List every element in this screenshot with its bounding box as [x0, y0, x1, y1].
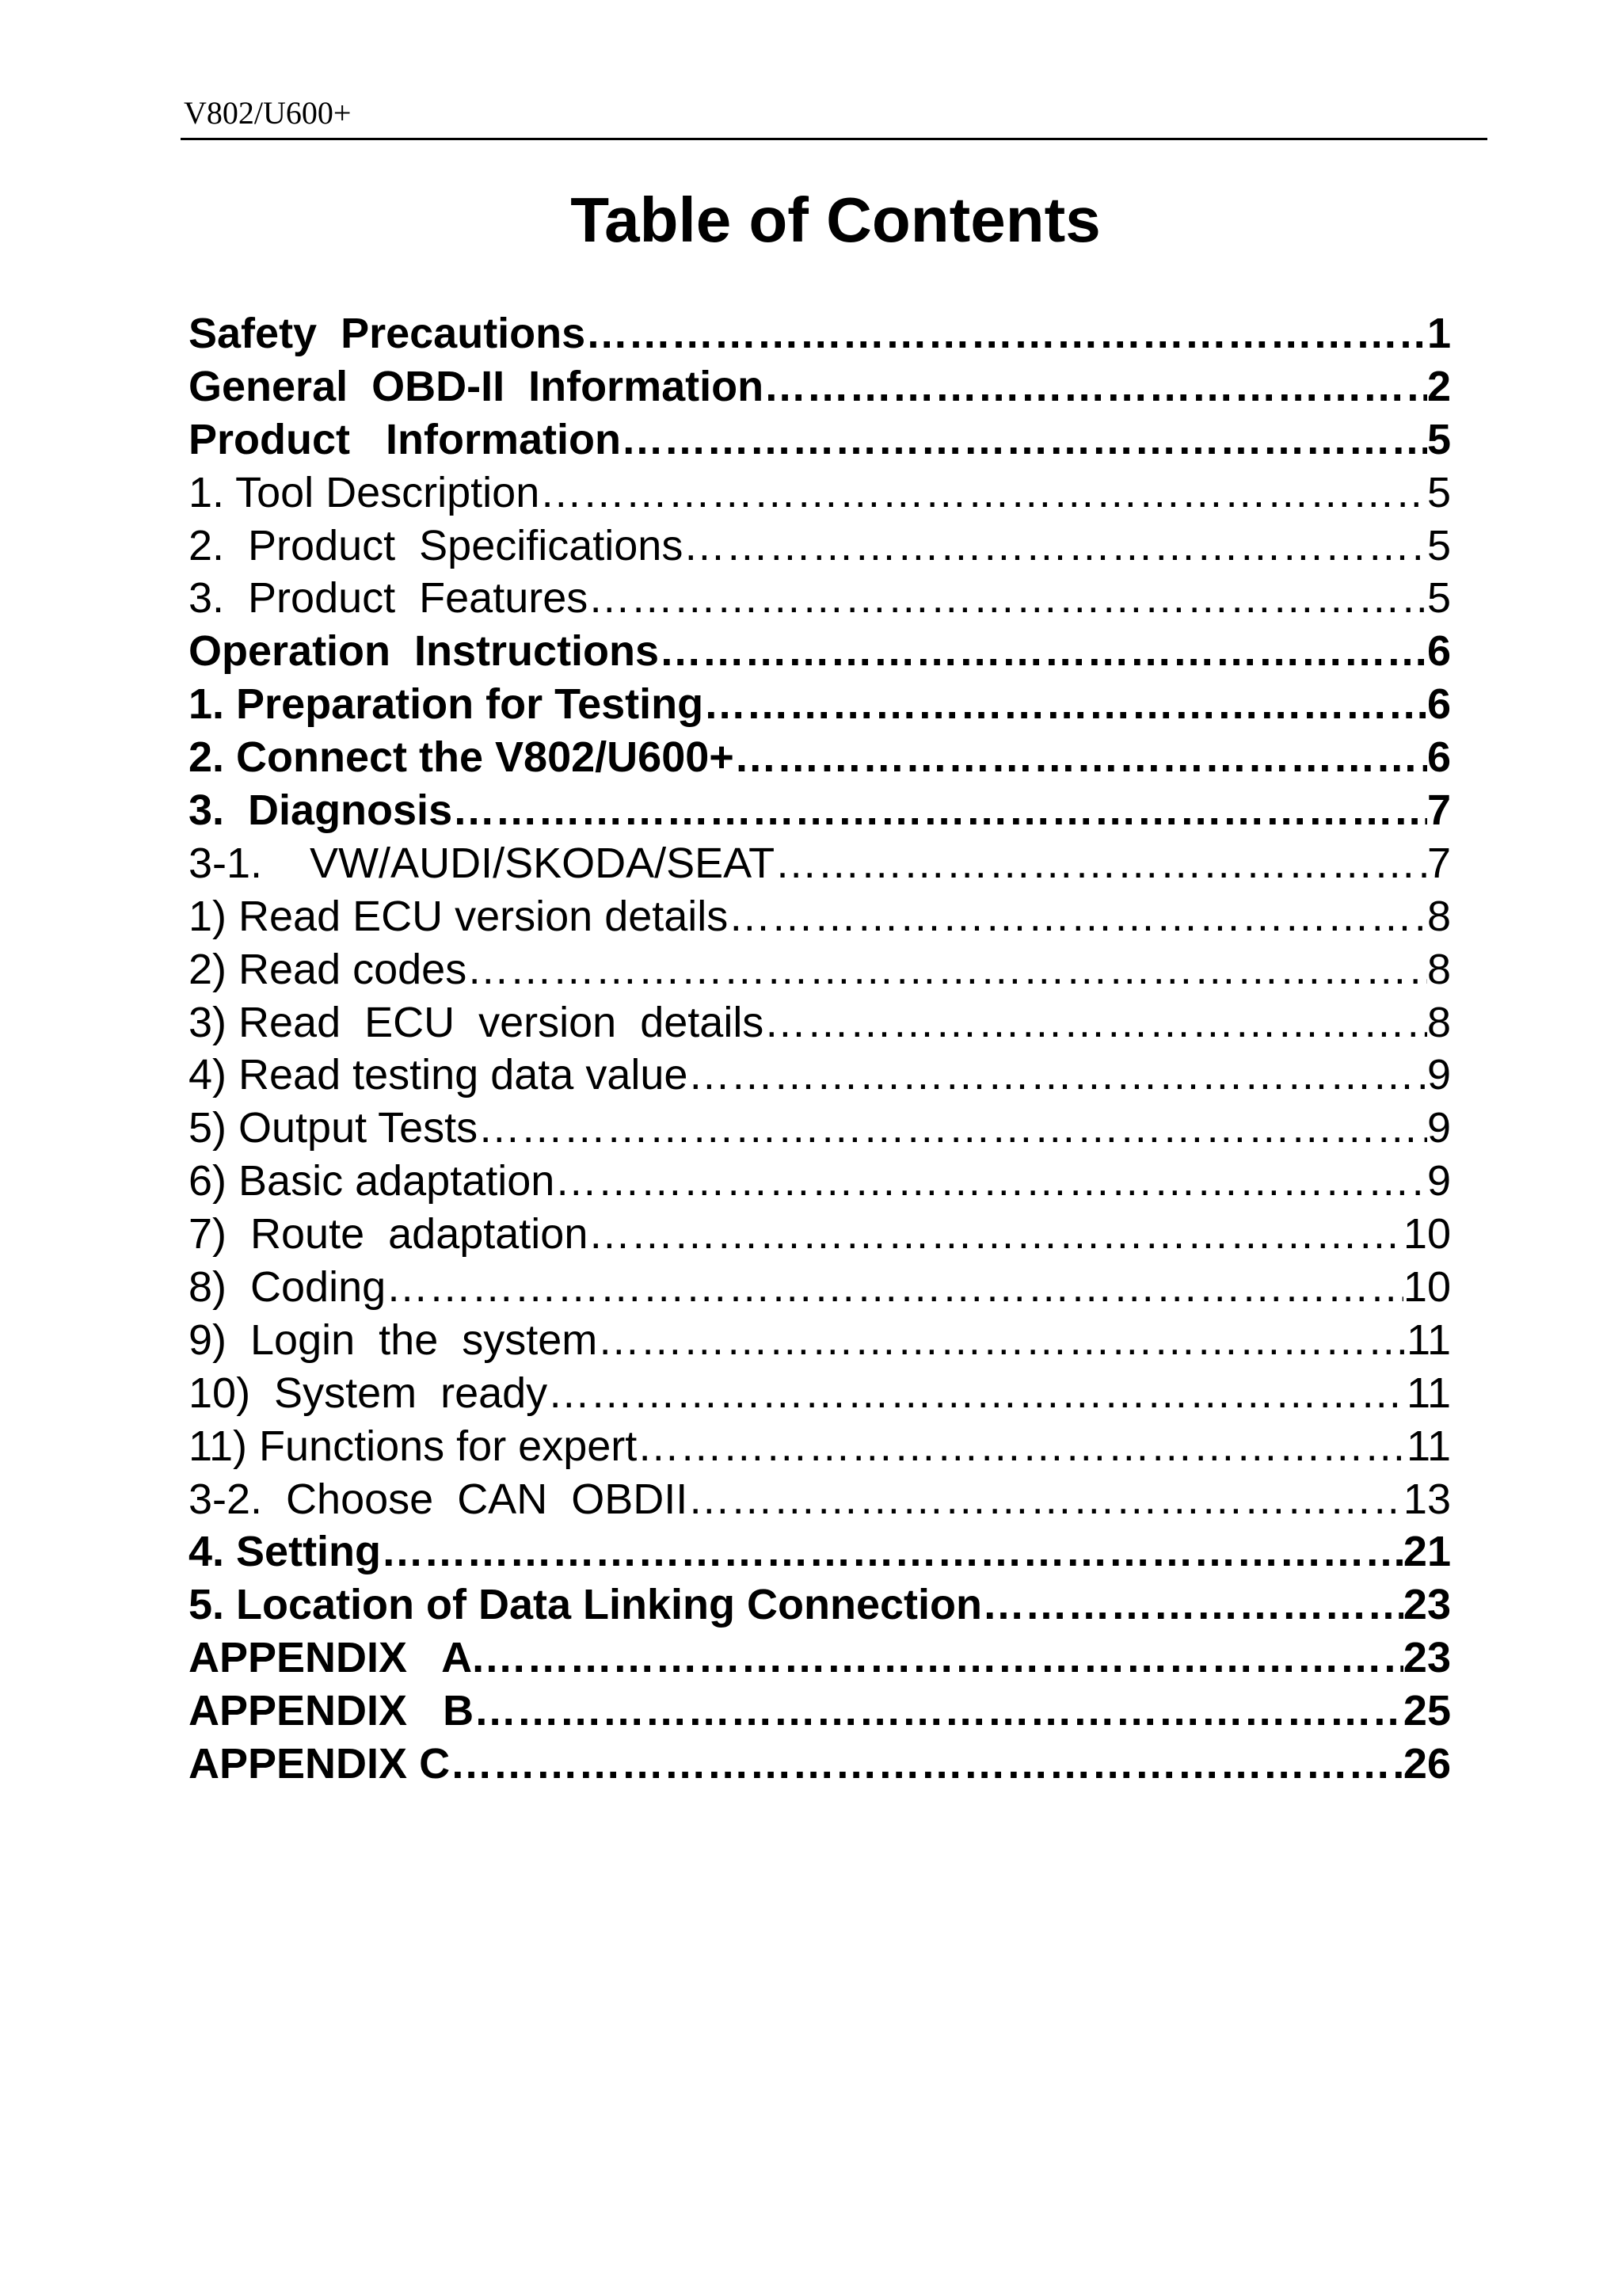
- toc-entry-label: 6) Basic adaptation: [188, 1157, 555, 1205]
- toc-dot-leader: [588, 572, 1427, 624]
- toc-entry-label: General OBD-II Information: [188, 362, 764, 410]
- toc-entry: [188, 1473, 1451, 1526]
- toc-entry: [188, 413, 1451, 466]
- toc-entry: [188, 625, 1451, 678]
- toc-entry: [188, 1685, 1451, 1738]
- toc-entry-page-number: 10: [1403, 1210, 1451, 1258]
- toc-entry: [188, 1525, 1451, 1578]
- toc-entry-page-number: 2: [1426, 362, 1451, 410]
- toc-entry-label: 9) Login the system: [188, 1316, 598, 1364]
- toc-dot-leader: [585, 307, 1427, 360]
- toc-dot-leader: [554, 1155, 1427, 1207]
- toc-entry: [188, 784, 1451, 837]
- toc-dot-leader: [484, 1632, 1403, 1684]
- toc-entry: [188, 1049, 1451, 1102]
- toc-entry-label: 11) Functions for expert: [188, 1422, 638, 1470]
- toc-entry: [188, 890, 1451, 943]
- toc-entry-page-number: 21: [1403, 1528, 1451, 1576]
- toc-dot-leader: [386, 1261, 1403, 1313]
- toc-entry-label: 5. Location of Data Linking Connection: [188, 1581, 983, 1629]
- toc-dot-leader: [452, 784, 1427, 836]
- toc-entry: [188, 520, 1451, 573]
- toc-entry-page-number: 8: [1426, 892, 1451, 940]
- toc-entry-page-number: 9: [1426, 1157, 1451, 1205]
- toc-entry-label: Operation Instructions: [188, 627, 660, 676]
- header-rule: [181, 138, 1487, 140]
- toc-entry: [188, 1632, 1451, 1685]
- toc-dot-leader: [597, 1314, 1407, 1366]
- toc-entry-label: 3-1. VW/AUDI/SKODA/SEAT: [188, 839, 775, 887]
- toc-entry-page-number: 6: [1426, 680, 1451, 729]
- toc-dot-leader: [450, 1738, 1403, 1790]
- toc-entry-page-number: 9: [1426, 1104, 1451, 1152]
- toc-entry: [188, 572, 1451, 625]
- toc-entry-page-number: 13: [1403, 1475, 1451, 1523]
- toc-entry-page-number: 5: [1426, 521, 1451, 569]
- toc-entry-page-number: 6: [1426, 627, 1451, 676]
- toc-entry: [188, 996, 1451, 1049]
- toc-entry-page-number: 23: [1403, 1634, 1451, 1682]
- toc-entry-page-number: 11: [1406, 1422, 1451, 1470]
- toc-entry: [188, 1155, 1451, 1208]
- toc-entry-label: 1) Read ECU version details: [188, 892, 729, 940]
- toc-entry-page-number: 10: [1403, 1263, 1451, 1312]
- toc-dot-leader: [539, 466, 1427, 519]
- toc-entry-label: 8) Coding: [188, 1263, 386, 1312]
- toc-dot-leader: [474, 1685, 1403, 1737]
- toc-entry-page-number: 25: [1403, 1687, 1451, 1735]
- toc-entry: [188, 1367, 1451, 1420]
- toc-entry-page-number: 5: [1426, 468, 1451, 516]
- toc-entry: [188, 466, 1451, 520]
- toc-entry-label: 3-2. Choose CAN OBDII: [188, 1475, 688, 1523]
- toc-entry-label: 4. Setting: [188, 1528, 382, 1576]
- toc-entry: [188, 837, 1451, 890]
- toc-entry-label: 2. Connect the V802/U600+: [188, 733, 734, 782]
- toc-entry-label: 3. Diagnosis: [188, 786, 453, 835]
- toc-entry-page-number: 11: [1406, 1369, 1451, 1417]
- toc-entry-label: 4) Read testing data value: [188, 1051, 688, 1099]
- toc-dot-leader: [703, 678, 1427, 730]
- toc-dot-leader: [734, 731, 1427, 783]
- toc-entry: [188, 1208, 1451, 1261]
- toc-entry: [188, 307, 1451, 360]
- toc-entry-page-number: 11: [1406, 1316, 1451, 1364]
- toc-entry-label: 1. Tool Description: [188, 468, 540, 516]
- toc-entry: [188, 943, 1451, 996]
- toc-dot-leader: [687, 1049, 1427, 1101]
- toc-entry: [188, 1102, 1451, 1155]
- toc-dot-leader: [659, 625, 1427, 677]
- toc-dot-leader: [547, 1367, 1407, 1419]
- toc-entry-page-number: 8: [1426, 945, 1451, 993]
- toc-entry-label: APPENDIX C: [188, 1740, 451, 1788]
- toc-dot-leader: [763, 360, 1427, 413]
- toc-entry-label: 3. Product Features: [188, 574, 588, 623]
- toc-entry-page-number: 7: [1426, 839, 1451, 887]
- toc-entry-label: 10) System ready: [188, 1369, 548, 1417]
- toc-dot-leader: [621, 413, 1427, 466]
- toc-entry: [188, 1578, 1451, 1632]
- toc-entry-page-number: 6: [1426, 733, 1451, 782]
- toc-entry-page-number: 9: [1426, 1051, 1451, 1099]
- running-header: V802/U600+: [184, 95, 352, 131]
- toc-dot-leader: [683, 520, 1427, 572]
- toc-entry-page-number: 23: [1403, 1581, 1451, 1629]
- toc-entry-label: Safety Precautions: [188, 310, 586, 357]
- toc-entry-page-number: 7: [1426, 786, 1451, 835]
- toc-entry-label: 7) Route adaptation: [188, 1210, 588, 1258]
- toc-entry: [188, 1738, 1451, 1791]
- toc-dot-leader: [687, 1473, 1403, 1525]
- table-of-contents: [188, 307, 1451, 1791]
- toc-entry-label: 2) Read codes: [188, 945, 467, 993]
- toc-dot-leader: [763, 996, 1427, 1049]
- toc-dot-leader: [478, 1102, 1427, 1154]
- toc-dot-leader: [728, 890, 1427, 942]
- toc-entry-page-number: 5: [1426, 415, 1451, 463]
- toc-entry: [188, 360, 1451, 413]
- toc-entry-label: APPENDIX B: [188, 1687, 474, 1735]
- toc-dot-leader: [637, 1420, 1407, 1472]
- toc-entry: [188, 1420, 1451, 1473]
- toc-entry: [188, 678, 1451, 731]
- toc-entry: [188, 1314, 1451, 1367]
- toc-dot-leader: [775, 837, 1427, 889]
- toc-entry-page-number: 8: [1426, 998, 1451, 1046]
- toc-entry-page-number: 26: [1403, 1740, 1451, 1788]
- toc-entry-label: 3) Read ECU version details: [188, 998, 764, 1046]
- toc-entry-page-number: 1: [1426, 310, 1451, 357]
- toc-entry-label: 5) Output Tests: [188, 1104, 478, 1152]
- page-title: Table of Contents: [570, 185, 1101, 255]
- toc-dot-leader: [982, 1578, 1403, 1631]
- toc-entry-label: 2. Product Specifications: [188, 521, 683, 569]
- toc-entry-label: APPENDIX A.: [188, 1634, 485, 1682]
- toc-entry: [188, 1261, 1451, 1314]
- toc-dot-leader: [466, 943, 1427, 996]
- toc-dot-leader: [588, 1208, 1403, 1260]
- toc-entry-page-number: 5: [1426, 574, 1451, 623]
- toc-entry: [188, 731, 1451, 784]
- toc-entry-label: Product Information: [188, 415, 621, 463]
- toc-dot-leader: [381, 1525, 1403, 1578]
- toc-entry-label: 1. Preparation for Testing: [188, 680, 704, 729]
